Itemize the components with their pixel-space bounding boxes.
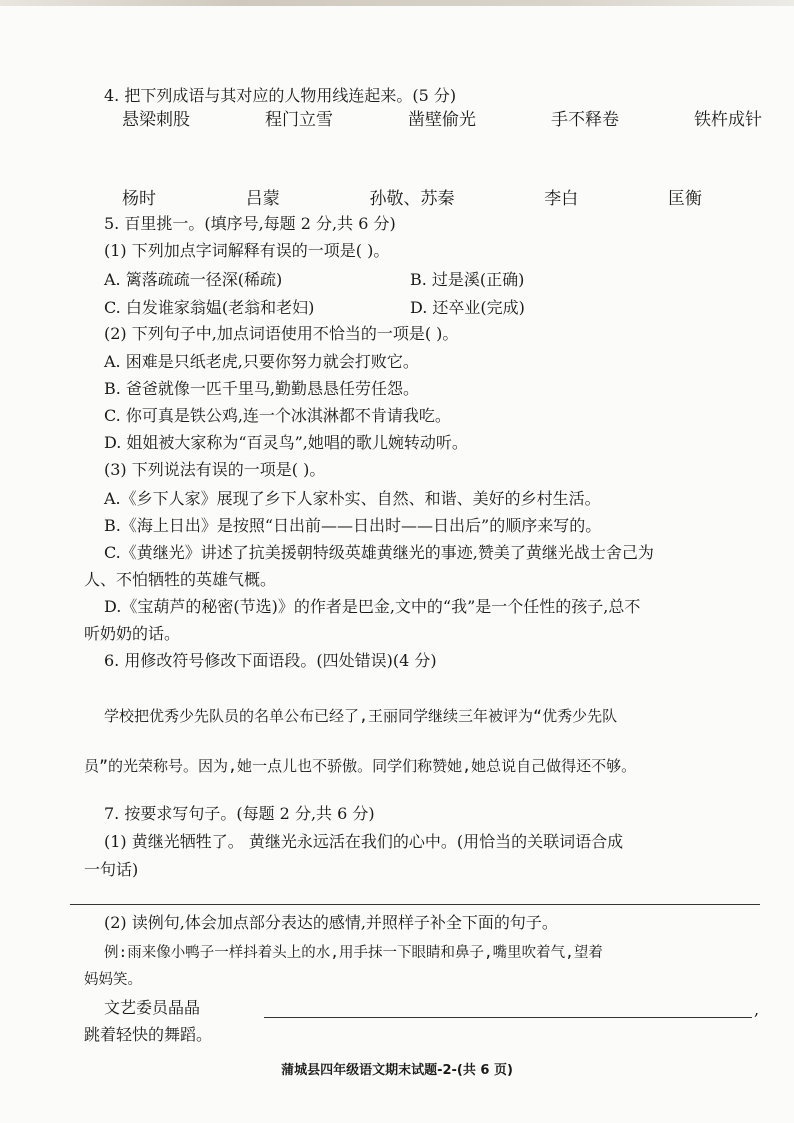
q6-passage-line-2: 员”的光荣称号。因为,她一点儿也不骄傲。同学们称赞她,她总说自己做得还不够。 xyxy=(84,757,637,775)
q4-title: 4. 把下列成语与其对应的人物用线连起来。(5 分) xyxy=(104,86,457,105)
q6-title: 6. 用修改符号修改下面语段。(四处错误)(4 分) xyxy=(104,651,437,670)
q5-s3-option-c[interactable]: C.《黄继光》讲述了抗美援朝特级英雄黄继光的事迹,赞美了黄继光战士舍己为 xyxy=(104,543,654,562)
q7-fill-prefix: 文艺委员晶晶 xyxy=(104,998,201,1017)
q5-s3-option-c-cont: 人、不怕牺牲的英雄气概。 xyxy=(84,570,277,589)
q7-example-line-2: 妈妈笑。 xyxy=(84,972,142,988)
q4-person[interactable]: 杨时 xyxy=(122,189,156,209)
q4-idiom[interactable]: 铁杵成针 xyxy=(694,110,762,130)
q5-s1-stem: (1) 下列加点字词解释有误的一项是( )。 xyxy=(104,241,390,260)
q7-s1-stem-cont: 一句话) xyxy=(84,860,139,879)
q7-s1-answer-line[interactable] xyxy=(70,904,760,905)
q5-s3-option-a[interactable]: A.《乡下人家》展现了乡下人家朴实、自然、和谐、美好的乡村生活。 xyxy=(104,489,601,508)
page-footer: 蒲城县四年级语文期末试题-2-(共 6 页) xyxy=(281,1063,513,1078)
q7-fill-answer-line[interactable] xyxy=(264,1017,752,1018)
q6-passage-line-1: 学校把优秀少先队员的名单公布已经了,王丽同学继续三年被评为“优秀少先队 xyxy=(104,707,618,725)
q5-s3-option-d-cont: 听奶奶的话。 xyxy=(84,624,181,643)
q5-s2-option-b[interactable]: B. 爸爸就像一匹千里马,勤勤恳恳任劳任怨。 xyxy=(104,379,420,398)
q4-person[interactable]: 吕蒙 xyxy=(245,189,280,209)
q7-title: 7. 按要求写句子。(每题 2 分,共 6 分) xyxy=(104,804,375,823)
q7-fill-end: 跳着轻快的舞蹈。 xyxy=(84,1025,213,1044)
q4-idiom[interactable]: 凿壁偷光 xyxy=(408,110,476,130)
q5-s2-option-c[interactable]: C. 你可真是铁公鸡,连一个冰淇淋都不肯请我吃。 xyxy=(104,406,451,425)
q5-s1-option-d[interactable]: D. 还卒业(完成) xyxy=(410,298,525,317)
q7-fill-comma: , xyxy=(754,1000,760,1019)
q5-s1-options-ab xyxy=(104,270,764,290)
q4-person[interactable]: 匡衡 xyxy=(668,189,702,209)
q4-person[interactable]: 李白 xyxy=(544,189,579,209)
q5-s3-option-d[interactable]: D.《宝葫芦的秘密(节选)》的作者是巴金,文中的“我”是一个任性的孩子,总不 xyxy=(104,597,641,616)
q7-s2-stem: (2) 读例句,体会加点部分表达的感情,并照样子补全下面的句子。 xyxy=(104,913,558,932)
q4-person[interactable]: 孙敬、苏秦 xyxy=(369,189,455,209)
q5-s1-option-b[interactable]: B. 过是溪(正确) xyxy=(410,270,525,289)
q7-example-line-1: 例:雨来像小鸭子一样抖着头上的水,用手抹一下眼睛和鼻子,嘴里吹着气,望着 xyxy=(104,945,603,961)
q4-idiom[interactable]: 手不释卷 xyxy=(551,110,619,130)
q5-s2-option-d[interactable]: D. 姐姐被大家称为“百灵鸟”,她唱的歌儿婉转动听。 xyxy=(104,433,468,452)
q5-s2-stem: (2) 下列句子中,加点词语使用不恰当的一项是( )。 xyxy=(104,324,459,343)
q4-people-row xyxy=(122,188,702,210)
q5-s2-option-a[interactable]: A. 困难是只纸老虎,只要你努力就会打败它。 xyxy=(104,352,419,371)
q7-s1-stem: (1) 黄继光牺牲了。 黄继光永远活在我们的心中。(用恰当的关联词语合成 xyxy=(104,832,624,851)
q5-title: 5. 百里挑一。(填序号,每题 2 分,共 6 分) xyxy=(104,214,396,233)
q5-s3-option-b[interactable]: B.《海上日出》是按照“日出前——日出时——日出后”的顺序来写的。 xyxy=(104,516,602,535)
q5-s1-option-c[interactable]: C. 白发谁家翁媪(老翁和老妇) xyxy=(104,298,315,317)
q4-idiom-row xyxy=(122,109,762,131)
q5-s3-stem: (3) 下列说法有误的一项是( )。 xyxy=(104,460,326,479)
q4-idiom[interactable]: 悬梁刺股 xyxy=(122,110,190,130)
q5-s1-option-a[interactable]: A. 篱落疏疏一径深(稀疏) xyxy=(104,270,283,289)
q4-idiom[interactable]: 程门立雪 xyxy=(265,110,333,130)
q5-s1-options-cd xyxy=(104,298,764,318)
